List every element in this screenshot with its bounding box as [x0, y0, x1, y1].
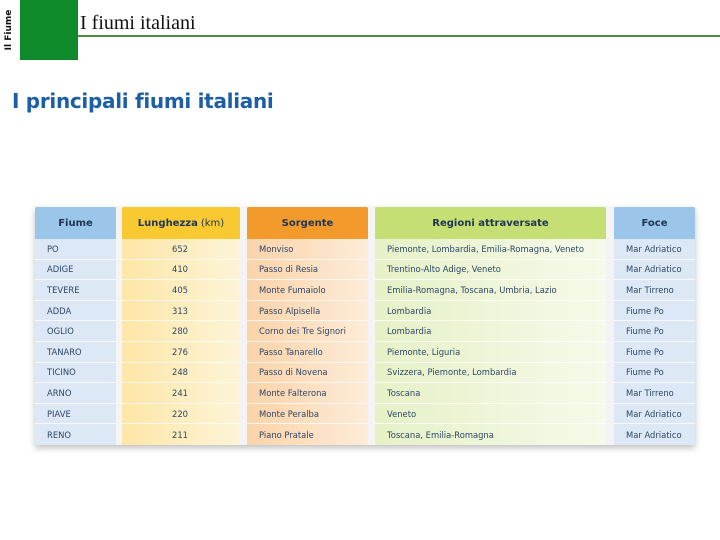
table-cell-sorgente: Passo Tanarello	[247, 342, 368, 363]
table-cell-lunghezza: 313	[122, 301, 240, 322]
table-cell-lunghezza: 410	[122, 260, 240, 281]
table-cell-foce: Fiume Po	[614, 321, 695, 342]
table-cell-regioni: Toscana	[375, 383, 606, 404]
table-cell-regioni: Emilia-Romagna, Toscana, Umbria, Lazio	[375, 280, 606, 301]
table-cell-fiume: TANARO	[35, 342, 116, 363]
table-cell-sorgente: Passo Alpisella	[247, 301, 368, 322]
section-tab-label-strip	[0, 0, 18, 60]
table-cell-foce: Mar Tirreno	[614, 383, 695, 404]
table-cell-lunghezza: 652	[122, 239, 240, 260]
table-cell-sorgente: Monte Falterona	[247, 383, 368, 404]
section-tab-label: Il Fiume	[4, 9, 14, 51]
table-cell-regioni: Lombardia	[375, 301, 606, 322]
column-sorgente	[247, 207, 368, 445]
header-fiume: Fiume	[35, 207, 116, 239]
table-cell-foce: Fiume Po	[614, 363, 695, 384]
table-cell-lunghezza: 276	[122, 342, 240, 363]
table-cell-foce: Mar Adriatico	[614, 404, 695, 425]
table-cell-sorgente: Passo di Novena	[247, 363, 368, 384]
header-sorgente: Sorgente	[247, 207, 368, 239]
header-lunghezza-unit: (km)	[200, 217, 225, 229]
table-cell-sorgente: Monte Peralba	[247, 404, 368, 425]
table-cell-foce: Mar Adriatico	[614, 260, 695, 281]
table-cell-fiume: RENO	[47, 429, 71, 440]
table-cell-fiume: TICINO	[35, 363, 116, 384]
header-foce: Foce	[614, 207, 695, 239]
table-cell-fiume: TEVERE	[35, 280, 116, 301]
page-heading: I principali fiumi italiani	[12, 89, 274, 113]
table-cell-foce: Fiume Po	[614, 342, 695, 363]
table-cell-fiume: ADIGE	[35, 260, 116, 281]
table-cell-fiume: OGLIO	[35, 321, 116, 342]
table-cell-lunghezza: 220	[122, 404, 240, 425]
header-regioni: Regioni attraversate	[375, 207, 606, 239]
table-cell-fiume: PO	[35, 239, 116, 260]
table-cell-regioni: Veneto	[375, 404, 606, 425]
table-cell-foce: Mar Adriatico	[626, 429, 682, 440]
column-regioni	[375, 207, 606, 445]
table-cell-sorgente: Passo di Resia	[247, 260, 368, 281]
table-cell-regioni: Toscana, Emilia-Romagna	[387, 429, 494, 440]
table-cell-lunghezza: 280	[122, 321, 240, 342]
column-fiume	[35, 207, 116, 445]
table-cell-fiume: ADDA	[35, 301, 116, 322]
table-cell-foce: Fiume Po	[614, 301, 695, 322]
rivers-table	[35, 207, 695, 445]
header-lunghezza	[122, 207, 240, 239]
header-lunghezza-label: Lunghezza	[137, 217, 198, 229]
table-cell-sorgente: Monte Fumaiolo	[247, 280, 368, 301]
table-cell-foce: Mar Tirreno	[614, 280, 695, 301]
section-tab-color-block	[20, 0, 78, 60]
table-cell-regioni: Svizzera, Piemonte, Lombardia	[375, 363, 606, 384]
slide-title: I fiumi italiani	[80, 12, 196, 34]
table-cell-lunghezza: 241	[122, 383, 240, 404]
table-cell-lunghezza: 405	[122, 280, 240, 301]
section-tab	[0, 0, 78, 60]
table-cell-regioni: Piemonte, Lombardia, Emilia-Romagna, Veneto	[375, 239, 606, 260]
table-cell-sorgente: Monviso	[247, 239, 368, 260]
table-cell-lunghezza: 211	[172, 429, 188, 440]
table-cell-fiume: PIAVE	[35, 404, 116, 425]
table-cell-sorgente: Corno dei Tre Signori	[247, 321, 368, 342]
column-lunghezza	[122, 207, 240, 445]
table-cell-fiume: ARNO	[35, 383, 116, 404]
table-cell-regioni: Lombardia	[375, 321, 606, 342]
table-cell-foce: Mar Adriatico	[614, 239, 695, 260]
table-cell-sorgente: Piano Pratale	[259, 429, 314, 440]
column-foce	[614, 207, 695, 445]
table-cell-regioni: Trentino-Alto Adige, Veneto	[375, 260, 606, 281]
table-cell-lunghezza: 248	[122, 363, 240, 384]
table-cell-regioni: Piemonte, Liguria	[375, 342, 606, 363]
title-divider	[78, 35, 720, 37]
